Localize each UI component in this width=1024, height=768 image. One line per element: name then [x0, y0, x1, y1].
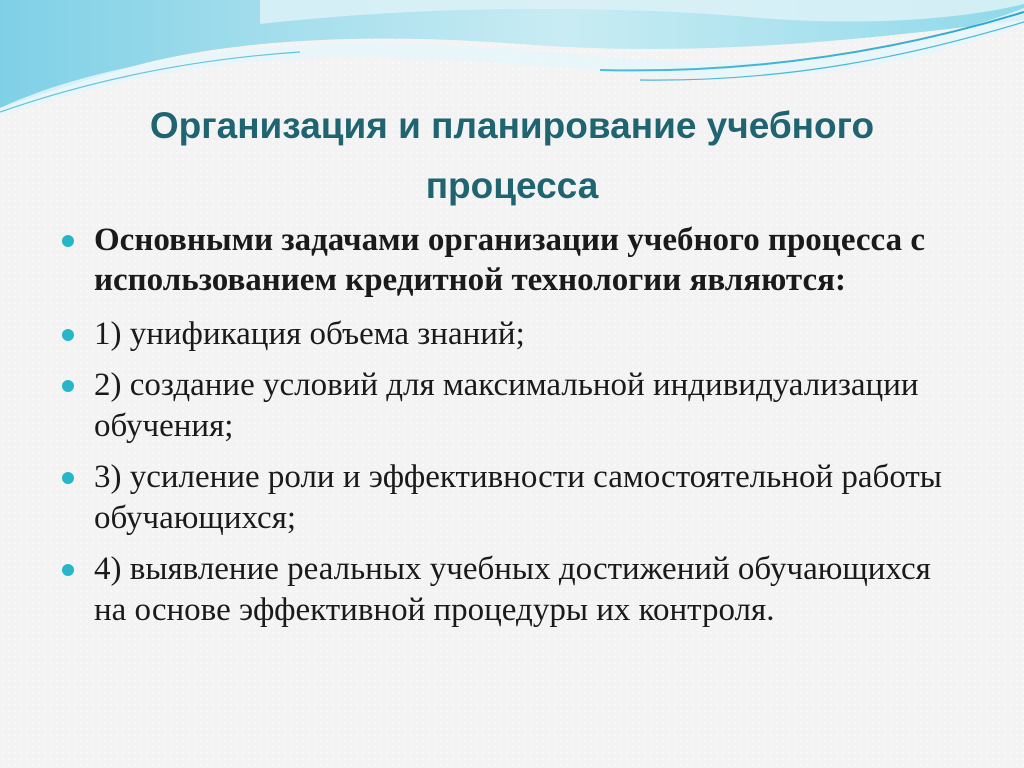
bullet-dot-icon [62, 472, 74, 484]
slide-title-line-1: Организация и планирование учебного [149, 105, 875, 146]
bullet-item-3 [62, 457, 962, 539]
bullet-item-1 [62, 314, 962, 355]
bullet-dot-icon [62, 235, 74, 247]
bullet-item-2 [62, 365, 962, 447]
bullet-text: 3) усиление роли и эффективности самостоятельной работы обучающихся; [94, 459, 942, 536]
bullet-text: Основными задачами организации учебного процесса с использованием кредитной технологии являются: [94, 222, 925, 298]
bullet-dot-icon [62, 329, 74, 341]
bullet-text: 4) выявление реальных учебных достижений обучающихся на основе эффективной процедуры их контроля. [94, 551, 931, 628]
slide-title-line-2: процесса [425, 165, 599, 206]
bullet-list [62, 220, 962, 641]
bullet-item-intro [62, 220, 962, 300]
bullet-text: 2) создание условий для максимальной индивидуализации обучения; [94, 367, 919, 444]
bullet-dot-icon [62, 380, 74, 392]
slide-title [0, 96, 1024, 216]
bullet-text: 1) унификация объема знаний; [94, 316, 525, 352]
bullet-item-4 [62, 549, 962, 631]
bullet-dot-icon [62, 564, 74, 576]
